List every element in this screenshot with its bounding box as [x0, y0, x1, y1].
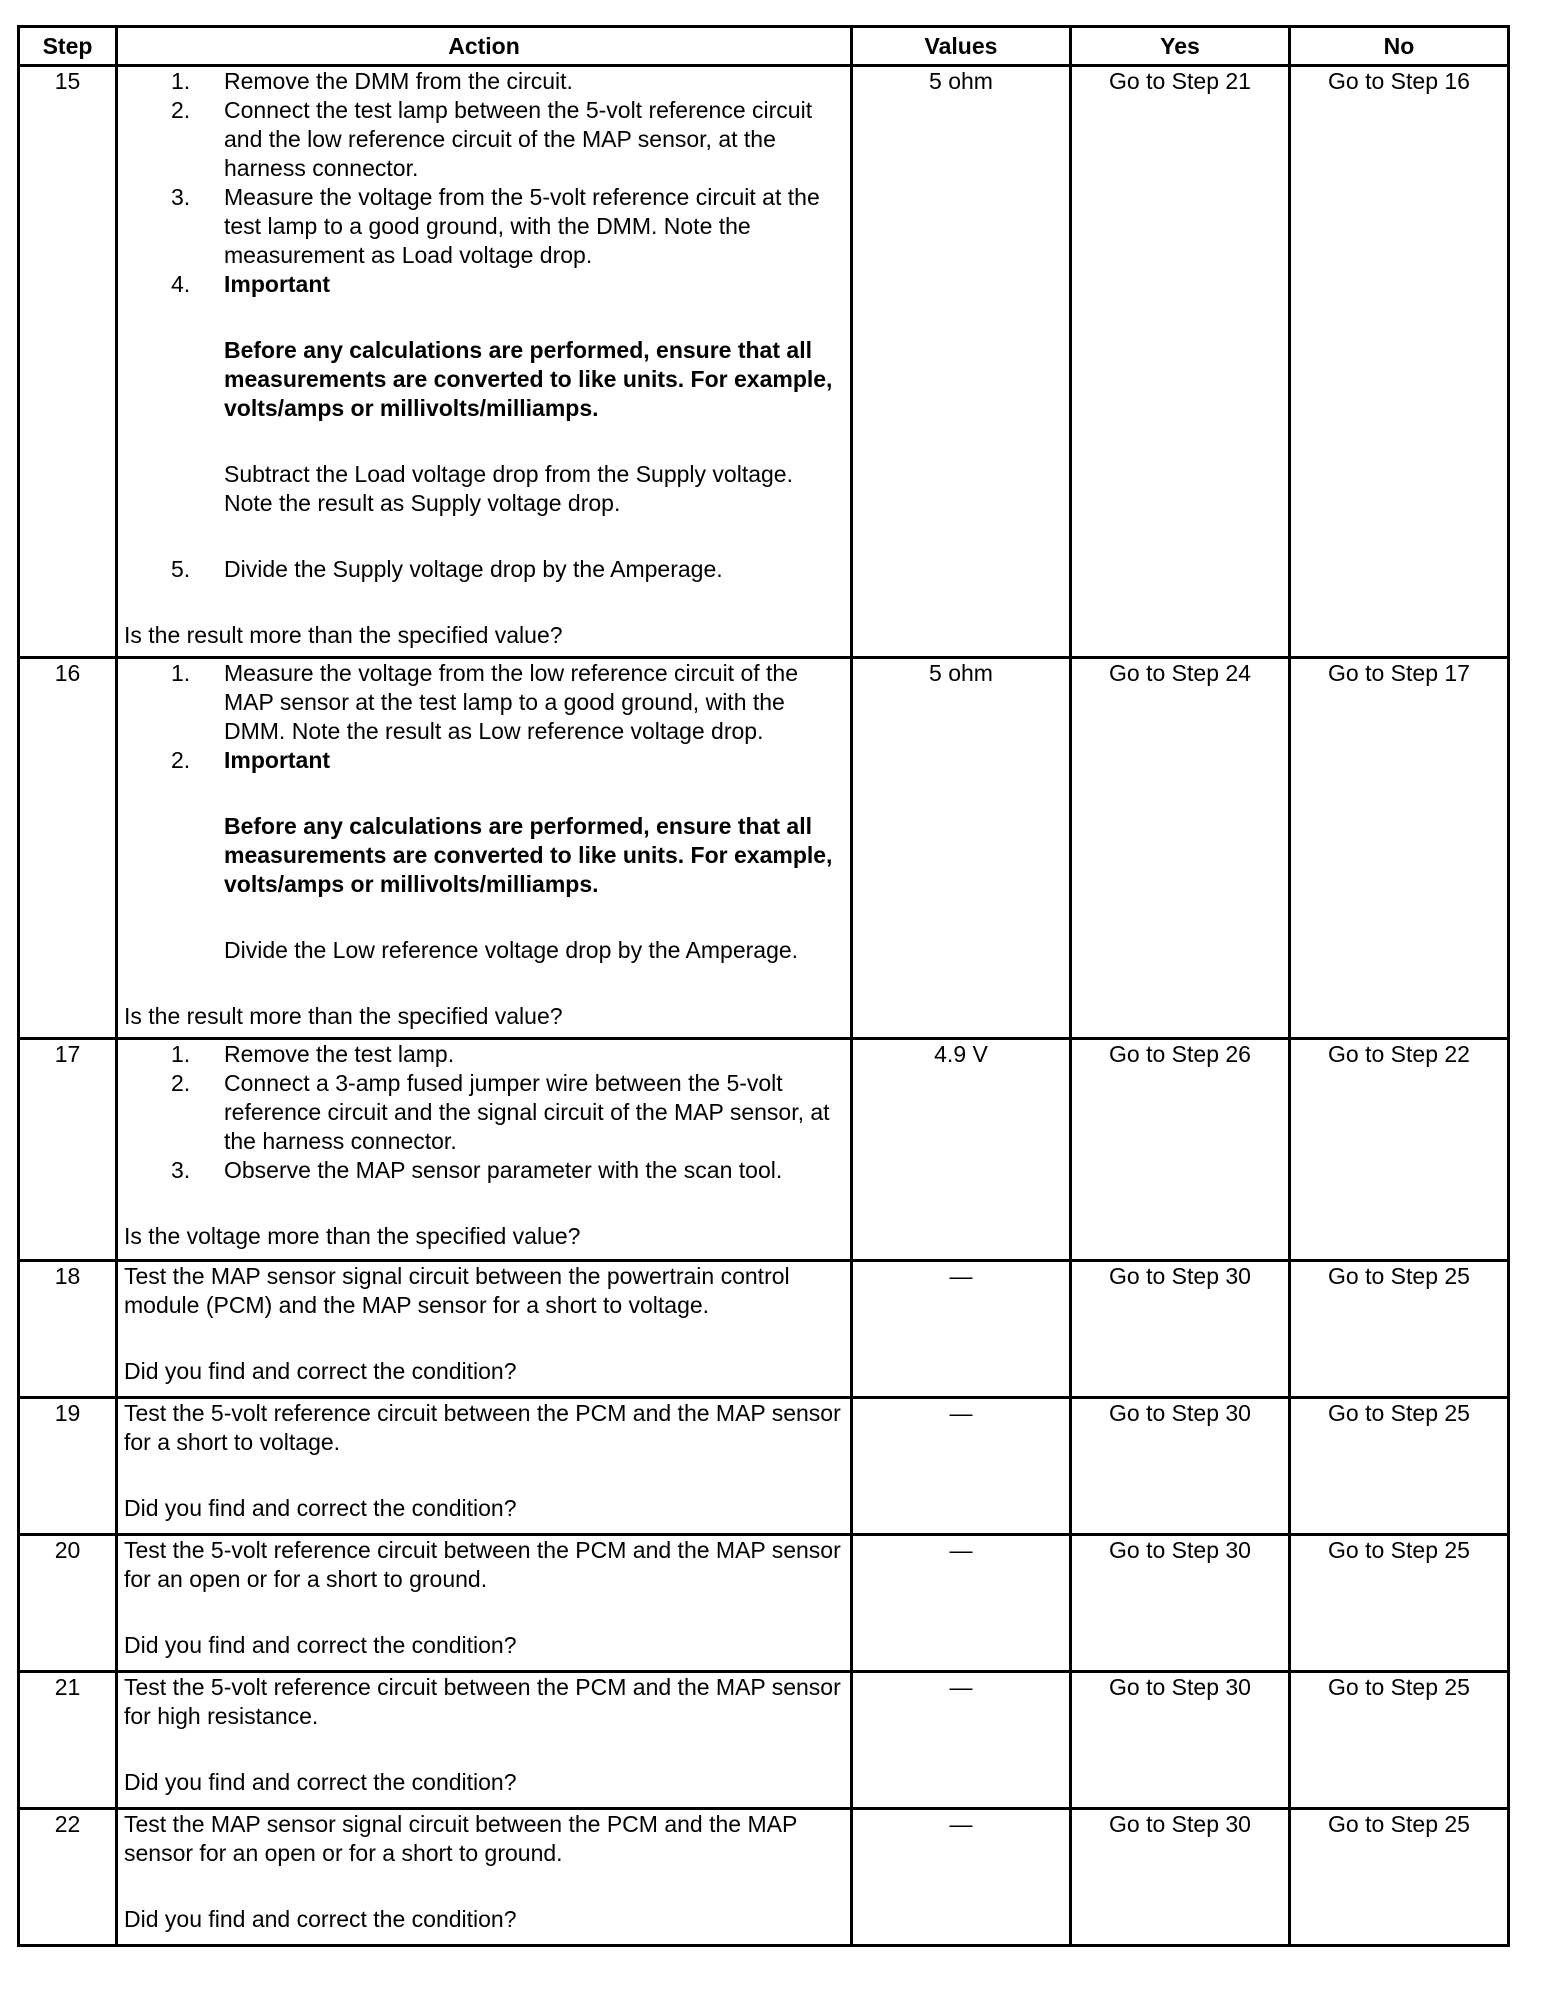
yes-result: Go to Step 30	[1071, 1535, 1290, 1672]
question: Did you find and correct the condition?	[124, 1358, 517, 1384]
list-item: 5. Divide the Supply voltage drop by the Amperage.	[171, 556, 723, 582]
table-row-step-18	[19, 1261, 1509, 1398]
table-row-step-19	[19, 1398, 1509, 1535]
yes-result: Go to Step 26	[1071, 1039, 1290, 1261]
header-values: Values	[852, 27, 1071, 66]
spec-value: 5 ohm	[852, 66, 1071, 658]
yes-result: Go to Step 30	[1071, 1672, 1290, 1809]
step-text: Subtract the Load voltage drop from the Supply voltage. Note the result as Supply voltage drop.	[224, 461, 793, 516]
no-result: Go to Step 16	[1290, 66, 1509, 658]
header-step: Step	[19, 27, 117, 66]
action-cell	[117, 66, 852, 658]
question: Is the result more than the specified value?	[124, 622, 563, 648]
spec-value: —	[852, 1398, 1071, 1535]
action-list	[124, 1040, 844, 1185]
action-cell	[117, 1398, 852, 1535]
question: Is the voltage more than the specified value?	[124, 1223, 581, 1249]
list-item: 1. Remove the test lamp.	[171, 1041, 455, 1067]
spec-value: —	[852, 1535, 1071, 1672]
question: Did you find and correct the condition?	[124, 1495, 517, 1521]
header-action: Action	[117, 27, 852, 66]
no-result: Go to Step 25	[1290, 1261, 1509, 1398]
table-row-step-20	[19, 1535, 1509, 1672]
step-text: Test the MAP sensor signal circuit between the PCM and the MAP sensor for an open or for a short to ground.	[124, 1811, 797, 1866]
yes-result: Go to Step 21	[1071, 66, 1290, 658]
yes-result: Go to Step 30	[1071, 1398, 1290, 1535]
action-cell	[117, 1039, 852, 1261]
list-item: 3. Measure the voltage from the 5-volt reference circuit at the test lamp to a good ground, with the DMM. Note the measurement as Load voltage drop.	[171, 184, 820, 268]
step-number: 18	[19, 1261, 117, 1398]
question: Did you find and correct the condition?	[124, 1769, 517, 1795]
header-row	[19, 27, 1509, 66]
question: Did you find and correct the condition?	[124, 1632, 517, 1658]
no-result: Go to Step 25	[1290, 1535, 1509, 1672]
list-item: 1. Measure the voltage from the low reference circuit of the MAP sensor at the test lamp to a good ground, with the DMM. Note the result as Low reference voltage drop.	[171, 660, 799, 744]
no-result: Go to Step 25	[1290, 1809, 1509, 1946]
step-number: 17	[19, 1039, 117, 1261]
table-row-step-16	[19, 658, 1509, 1039]
important-note: Before any calculations are performed, ensure that all measurements are converted to like units. For example, volts/amps or millivolts/milliamps.	[224, 337, 833, 421]
list-item: 1. Remove the DMM from the circuit.	[171, 68, 573, 94]
step-text: Divide the Low reference voltage drop by the Amperage.	[224, 937, 799, 963]
diagnostic-table	[17, 25, 1510, 1947]
action-cell	[117, 1261, 852, 1398]
no-result: Go to Step 25	[1290, 1672, 1509, 1809]
step-number: 19	[19, 1398, 117, 1535]
spec-value: 5 ohm	[852, 658, 1071, 1039]
header-no: No	[1290, 27, 1509, 66]
action-cell	[117, 1535, 852, 1672]
question: Did you find and correct the condition?	[124, 1906, 517, 1932]
step-text: Test the MAP sensor signal circuit between the powertrain control module (PCM) and the MAP sensor for a short to voltage.	[124, 1263, 790, 1318]
spec-value: —	[852, 1261, 1071, 1398]
action-cell	[117, 1672, 852, 1809]
important-label: Important	[224, 271, 331, 297]
action-list	[124, 659, 844, 965]
step-number: 22	[19, 1809, 117, 1946]
table-row-step-21	[19, 1672, 1509, 1809]
no-result: Go to Step 22	[1290, 1039, 1509, 1261]
spec-value: —	[852, 1672, 1071, 1809]
header-yes: Yes	[1071, 27, 1290, 66]
important-note: Before any calculations are performed, ensure that all measurements are converted to like units. For example, volts/amps or millivolts/milliamps.	[224, 813, 833, 897]
important-label: Important	[224, 747, 331, 773]
step-number: 21	[19, 1672, 117, 1809]
list-item: 2. Connect a 3-amp fused jumper wire between the 5-volt reference circuit and the signal circuit of the MAP sensor, at the harness connector.	[171, 1070, 830, 1154]
no-result: Go to Step 25	[1290, 1398, 1509, 1535]
action-cell	[117, 658, 852, 1039]
action-cell	[117, 1809, 852, 1946]
step-number: 15	[19, 66, 117, 658]
no-result: Go to Step 17	[1290, 658, 1509, 1039]
list-item: 2. Important Before any calculations are performed, ensure that all measurements are converted to like units. For example, volts/amps or millivolts/milliamps. Divide the Low reference voltage drop by the Amperage.	[124, 746, 844, 965]
action-list	[124, 67, 844, 584]
list-item: 4. Important Before any calculations are performed, ensure that all measurements are converted to like units. For example, volts/amps or millivolts/milliamps. Subtract the Load voltage drop from the Supply voltage. Note the result as Supply voltage drop.	[124, 270, 844, 555]
list-item: 3. Observe the MAP sensor parameter with the scan tool.	[171, 1157, 783, 1183]
spec-value: 4.9 V	[852, 1039, 1071, 1261]
table-row-step-22	[19, 1809, 1509, 1946]
yes-result: Go to Step 30	[1071, 1261, 1290, 1398]
step-number: 16	[19, 658, 117, 1039]
yes-result: Go to Step 24	[1071, 658, 1290, 1039]
yes-result: Go to Step 30	[1071, 1809, 1290, 1946]
question: Is the result more than the specified value?	[124, 1003, 563, 1029]
step-text: Test the 5-volt reference circuit between the PCM and the MAP sensor for an open or for a short to ground.	[124, 1537, 841, 1592]
list-item: 2. Connect the test lamp between the 5-volt reference circuit and the low reference circuit of the MAP sensor, at the harness connector.	[171, 97, 813, 181]
table-row-step-15	[19, 66, 1509, 658]
table-row-step-17	[19, 1039, 1509, 1261]
step-text: Test the 5-volt reference circuit between the PCM and the MAP sensor for high resistance.	[124, 1674, 841, 1729]
step-text: Test the 5-volt reference circuit between the PCM and the MAP sensor for a short to voltage.	[124, 1400, 841, 1455]
step-number: 20	[19, 1535, 117, 1672]
spec-value: —	[852, 1809, 1071, 1946]
